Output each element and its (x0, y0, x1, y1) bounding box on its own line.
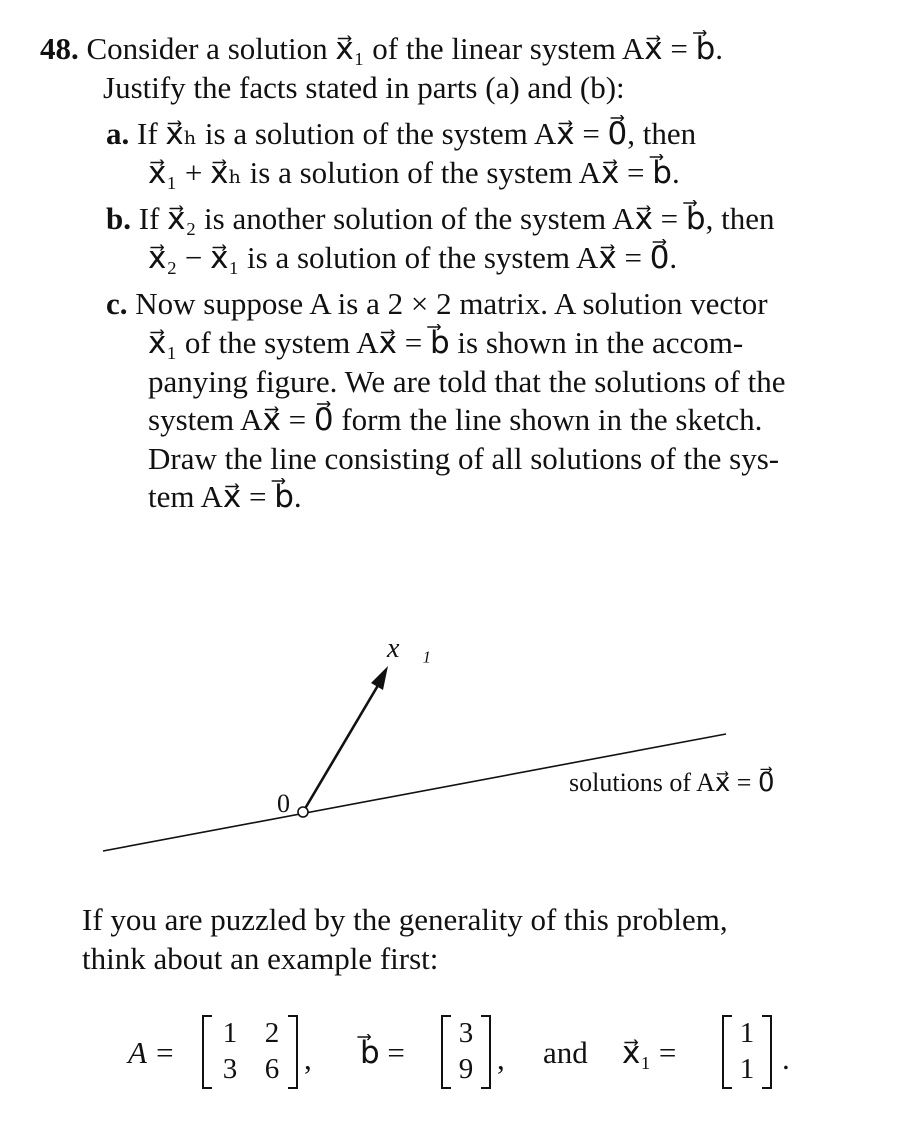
part-c-text-5: Draw the line consisting of all solutions of the sys- (148, 441, 780, 476)
comma-after-A: , (304, 1041, 312, 1076)
x1-cell-2: 1 (739, 1053, 755, 1085)
hint-text-1: If you are puzzled by the generality of this problem, (82, 902, 728, 937)
x1-cell-1: 1 (739, 1017, 755, 1049)
A-cell-21: 3 (222, 1053, 238, 1085)
x1-vector-label: x⃗₁ (387, 633, 431, 664)
problem-number: 48. (40, 31, 79, 66)
A-cell-11: 1 (222, 1017, 238, 1049)
example-equations (0, 1000, 922, 1110)
part-b-label: b. (106, 201, 131, 236)
A-cell-22: 6 (264, 1053, 280, 1085)
b-cell-2: 9 (458, 1053, 474, 1085)
x1-vector-shaft (303, 682, 380, 812)
A-cell-12: 2 (264, 1017, 280, 1049)
origin-label: 0 (277, 789, 290, 818)
and-text: and (543, 1035, 588, 1070)
A-matrix (202, 1015, 298, 1089)
b-left-bracket (441, 1015, 451, 1089)
x1-label: x⃗₁ = (622, 1035, 677, 1070)
x1-left-bracket (722, 1015, 732, 1089)
part-c-text-1: Now suppose A is a 2 × 2 matrix. A solution vector (135, 286, 768, 321)
part-b-text-1: If x⃗₂ is another solution of the system Ax⃗ = b⃗, then (138, 201, 775, 236)
part-c-label: c. (106, 286, 128, 321)
b-cell-1: 3 (458, 1017, 474, 1049)
hint-line2 (82, 940, 438, 978)
period-end: . (782, 1041, 790, 1076)
hint-text-2: think about an example first: (82, 941, 439, 976)
intro-text-2: Justify the facts stated in parts (a) and (b): (103, 70, 625, 105)
A-label: A = (128, 1035, 176, 1070)
part-b-text-2: x⃗₂ − x⃗₁ is a solution of the system Ax⃗ = 0⃗. (148, 240, 678, 275)
part-a-label: a. (106, 116, 130, 151)
x1-right-bracket (762, 1015, 772, 1089)
x1-vector (722, 1015, 772, 1089)
b-vector (441, 1015, 491, 1089)
part-a-text-1: If x⃗ₕ is a solution of the system Ax⃗ = 0⃗, then (137, 116, 697, 151)
part-c-text-2: x⃗₁ of the system Ax⃗ = b⃗ is shown in the accom- (148, 325, 744, 360)
x1-vector-arrowhead (371, 666, 388, 690)
solution-line-label: solutions of Ax⃗ = 0⃗ (569, 768, 775, 797)
part-c-text-6: tem Ax⃗ = b⃗. (148, 479, 302, 514)
intro-text-1: Consider a solution x⃗₁ of the linear system Ax⃗ = b⃗. (86, 31, 724, 66)
part-a-text-2: x⃗₁ + x⃗ₕ is a solution of the system Ax⃗ = b⃗. (148, 155, 680, 190)
origin-point (298, 807, 308, 817)
b-right-bracket (481, 1015, 491, 1089)
b-label: b⃗ = (360, 1035, 405, 1070)
A-left-bracket (202, 1015, 212, 1089)
A-right-bracket (288, 1015, 298, 1089)
part-c-text-3: panying figure. We are told that the solutions of the (148, 364, 786, 399)
comma-after-b: , (497, 1041, 505, 1076)
part-c-text-4: system Ax⃗ = 0⃗ form the line shown in the sketch. (148, 402, 763, 437)
hint-line1 (82, 901, 728, 939)
